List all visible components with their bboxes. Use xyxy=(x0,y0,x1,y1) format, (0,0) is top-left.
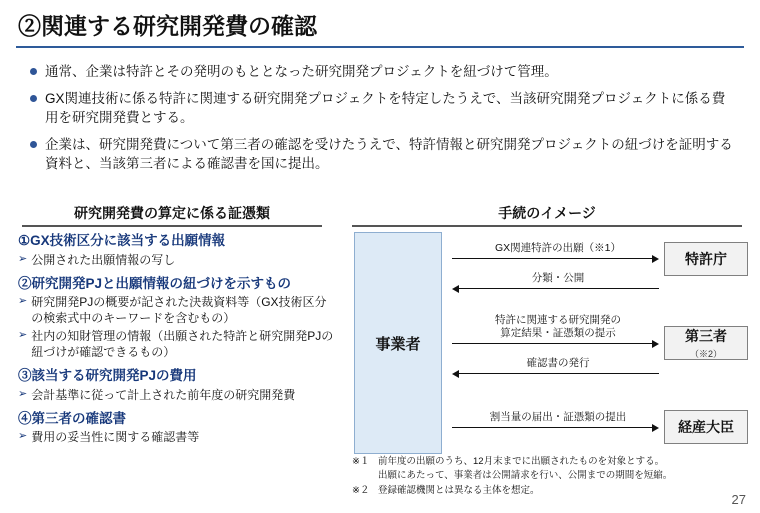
target-box-third-party xyxy=(664,326,748,360)
operator-box xyxy=(354,232,442,454)
list-item xyxy=(30,135,736,174)
arrow-line xyxy=(452,343,652,344)
arrow-head-left-icon xyxy=(452,370,459,378)
page-number: 27 xyxy=(731,492,746,507)
arrow-right-icon: ➢ xyxy=(18,387,28,400)
bullet-list xyxy=(30,62,736,181)
evidence-sub-label: 公開された出願情報の写し xyxy=(31,252,176,267)
list-item xyxy=(18,275,338,360)
page-title: ②関連する研究開発費の確認 xyxy=(18,13,317,39)
footnote-2 xyxy=(352,484,744,498)
list-item xyxy=(30,89,736,128)
arrow-line xyxy=(452,258,652,259)
footnotes xyxy=(352,455,744,498)
target-box-sublabel: （※2） xyxy=(689,349,722,359)
arrow-head-right-icon xyxy=(652,424,659,432)
target-box-label: 経産大臣 xyxy=(678,419,734,435)
arrow-right-icon: ➢ xyxy=(18,430,28,443)
evidence-sub-label: 費用の妥当性に関する確認書 xyxy=(31,430,188,445)
bullet-dot-icon xyxy=(30,68,37,75)
bullet-dot-icon xyxy=(30,95,37,102)
evidence-sub-item xyxy=(18,294,338,326)
evidence-list xyxy=(18,232,338,453)
arrow-head-right-icon xyxy=(652,255,659,263)
evidence-sub-label: 社内の知財管理の情報（出願された特許と研究開発PJの紐づけが確認できるもの） xyxy=(31,328,334,359)
arrow-line xyxy=(452,427,652,428)
target-box-label: 第三者 xyxy=(685,328,727,344)
arrow-right-icon: ➢ xyxy=(18,295,28,308)
arrow-head-left-icon xyxy=(452,285,459,293)
arrow-label-evidence-line2: 算定結果・証憑類の提示 xyxy=(500,327,616,339)
header-underline xyxy=(352,225,742,227)
evidence-heading: ②研究開発PJと出願情報の紐づけを示すもの xyxy=(18,275,292,291)
arrow-line xyxy=(459,288,659,289)
target-box-minister xyxy=(664,410,748,444)
footnote-mark: ※２ xyxy=(352,484,370,496)
evidence-sub-item xyxy=(18,429,338,445)
arrow-label-allocation: 割当量の届出・証憑類の提出 xyxy=(489,411,627,423)
arrow-label-evidence-line1: 特許に関連する研究開発の xyxy=(495,314,621,326)
operator-box-label: 事業者 xyxy=(375,335,421,353)
footnote-text: 登録確認機関とは異なる主体を想定。 xyxy=(378,484,540,496)
arrow-label-application: GX関連特許の出願（※1） xyxy=(494,242,621,254)
footnote-text: 前年度の出願のうち、12月末までに出願されたものを対象とする。 xyxy=(378,456,665,467)
title-divider xyxy=(16,46,744,48)
list-item xyxy=(30,62,736,82)
footnote-text: 出願にあたって、事業者は公開請求を行い、公開までの期間を短縮。 xyxy=(378,470,673,482)
arrow-right-icon: ➢ xyxy=(18,328,28,341)
right-column-header xyxy=(352,203,742,227)
evidence-sub-item xyxy=(18,328,338,360)
arrow-label-certificate: 確認書の発行 xyxy=(526,357,590,369)
bullet-text: 通常、企業は特許とその発明のもととなった研究開発プロジェクトを紐づけて管理。 xyxy=(45,64,558,79)
evidence-sub-item xyxy=(18,252,338,268)
arrow-head-right-icon xyxy=(652,340,659,348)
list-item xyxy=(18,232,338,268)
evidence-sub-label: 会計基準に従って計上された前年度の研究開発費 xyxy=(31,387,296,402)
arrow-right-icon: ➢ xyxy=(18,252,28,265)
evidence-trailing-label: 等 xyxy=(187,430,200,445)
target-box-label: 特許庁 xyxy=(685,251,727,267)
header-underline xyxy=(22,225,322,227)
footnote-mark: ※１ xyxy=(352,456,370,467)
evidence-heading: ①GX技術区分に該当する出願情報 xyxy=(18,233,226,248)
left-column-header-label: 研究開発費の算定に係る証憑類 xyxy=(74,205,270,221)
left-column-header xyxy=(22,203,322,227)
evidence-heading: ③該当する研究開発PJの費用 xyxy=(18,368,197,384)
bullet-dot-icon xyxy=(30,141,37,148)
arrow-line xyxy=(459,373,659,374)
evidence-sub-label: 研究開発PJの概要が記された決裁資料等（GX技術区分の検索式中のキーワードを含むもの） xyxy=(31,295,327,326)
evidence-heading: ④第三者の確認書 xyxy=(18,410,126,426)
list-item xyxy=(18,367,338,403)
target-box-jpo xyxy=(664,242,748,276)
process-diagram xyxy=(348,228,748,458)
bullet-text: 企業は、研究開発費について第三者の確認を受けたうえで、特許情報と研究開発プロジェクトの紐づけを証明する資料と、当該第三者による確認書を国に提出。 xyxy=(45,136,733,172)
footnote-1 xyxy=(352,455,744,469)
bullet-text: GX関連技術に係る特許に関連する研究開発プロジェクトを特定したうえで、当該研究開発プロジェクトに係る費用を研究開発費とする。 xyxy=(45,90,726,126)
arrow-label-classification: 分類・公開 xyxy=(531,272,585,284)
list-item xyxy=(18,410,338,446)
evidence-sub-item xyxy=(18,387,338,403)
right-column-header-label: 手続のイメージ xyxy=(498,205,596,221)
